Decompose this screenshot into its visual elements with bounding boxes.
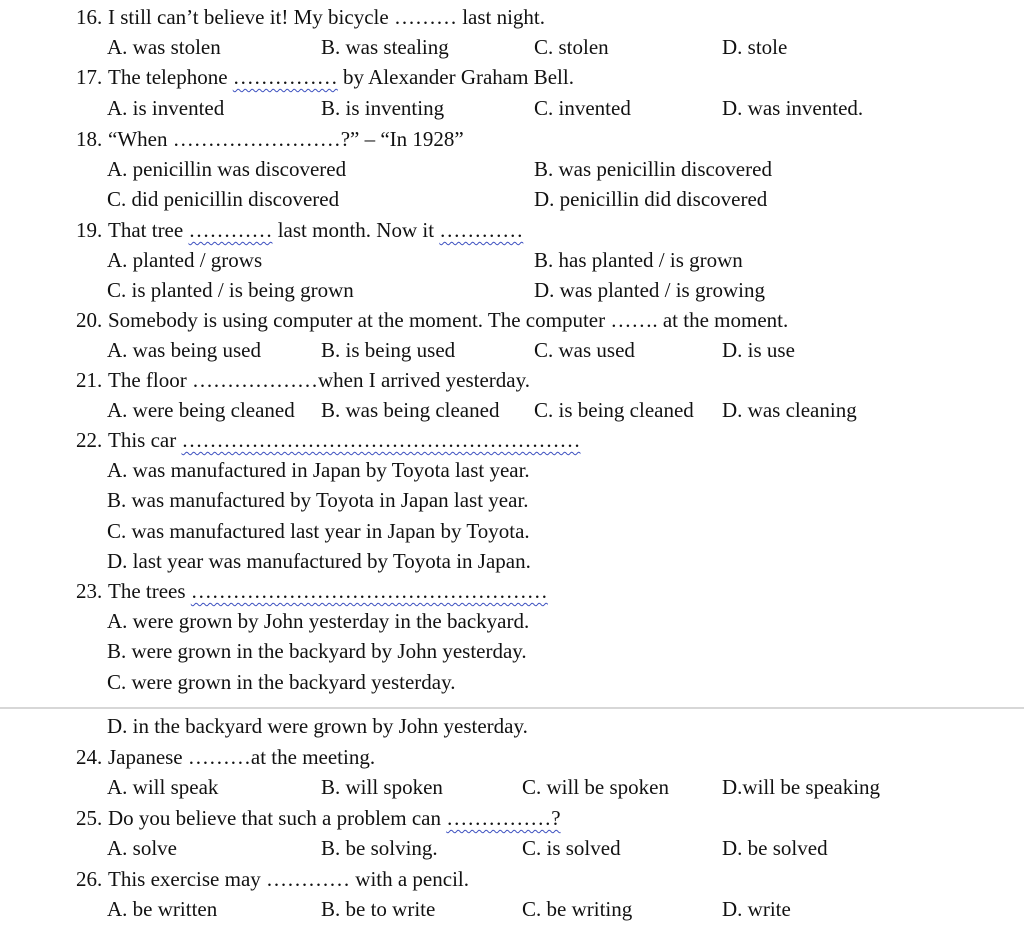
option-text: B. will spoken	[321, 775, 443, 799]
question-text	[108, 803, 561, 833]
answer-blank: …………	[439, 218, 524, 242]
question-text	[108, 576, 548, 606]
question-number: 19.	[76, 218, 103, 242]
question-number: 26.	[76, 867, 103, 891]
option-b: B. is being used	[321, 338, 456, 362]
option-text: D. last year was manufactured by Toyota in Japan.	[107, 549, 531, 573]
options-row	[0, 275, 1024, 305]
option-a	[0, 455, 1024, 485]
option-d	[0, 711, 1024, 741]
option-a: A. was stolen	[107, 35, 221, 59]
options-row	[0, 184, 1024, 214]
question-text	[108, 62, 574, 92]
question-26	[0, 864, 1024, 894]
option-c: C. stolen	[534, 35, 609, 59]
question-18	[0, 124, 1024, 154]
question-number: 16.	[76, 5, 103, 29]
option-d: D. was cleaning	[722, 398, 857, 422]
question-23	[0, 576, 1024, 606]
option-c: C. was used	[534, 338, 635, 362]
options-row	[0, 833, 1024, 863]
option-text: C. were grown in the backyard yesterday.	[107, 670, 456, 694]
options-row	[0, 395, 1024, 425]
question-text: This exercise may ………… with a pencil.	[108, 867, 469, 891]
option-c	[0, 667, 1024, 697]
option-a: A. planted / grows	[107, 248, 263, 272]
option-b: B. is inventing	[321, 96, 445, 120]
option-text: D. in the backyard were grown by John yesterday.	[107, 714, 528, 738]
question-20	[0, 305, 1024, 335]
options-row	[0, 894, 1024, 924]
option-text: A. was manufactured in Japan by Toyota last year.	[107, 458, 530, 482]
option-c	[0, 516, 1024, 546]
question-number: 21.	[76, 368, 103, 392]
options-row	[0, 93, 1024, 123]
option-text: B. was manufactured by Toyota in Japan last year.	[107, 488, 529, 512]
question-21	[0, 365, 1024, 395]
option-c: C. is planted / is being grown	[107, 278, 354, 302]
option-d: D. is use	[722, 338, 795, 362]
question-text: The floor ………………when I arrived yesterday.	[108, 368, 531, 392]
question-text: “When ……………………?” – “In 1928”	[108, 127, 464, 151]
option-c: C. will be spoken	[522, 775, 669, 799]
question-24	[0, 742, 1024, 772]
option-text: C. was manufactured last year in Japan by Toyota.	[107, 519, 530, 543]
options-row	[0, 772, 1024, 802]
option-a	[0, 606, 1024, 636]
question-number: 24.	[76, 745, 103, 769]
option-c: C. did penicillin discovered	[107, 187, 340, 211]
page-divider	[0, 707, 1024, 709]
option-a: A. will speak	[107, 775, 219, 799]
option-d: D. was invented.	[722, 96, 864, 120]
question-number: 20.	[76, 308, 103, 332]
answer-blank: ……………	[232, 65, 338, 89]
question-text	[108, 425, 580, 455]
question-number: 25.	[76, 806, 103, 830]
question-22	[0, 425, 1024, 455]
option-d: D. penicillin did discovered	[534, 187, 768, 211]
text-part: last month. Now it	[272, 218, 440, 242]
option-b: B. was being cleaned	[321, 398, 500, 422]
question-number: 23.	[76, 579, 103, 603]
question-number: 18.	[76, 127, 103, 151]
text-part: This car	[108, 428, 182, 452]
question-text	[108, 215, 523, 245]
question-number: 17.	[76, 65, 103, 89]
options-row	[0, 245, 1024, 275]
question-16	[0, 2, 1024, 32]
option-d: D. be solved	[722, 836, 828, 860]
text-part: The telephone	[108, 65, 233, 89]
options-row	[0, 32, 1024, 62]
option-b	[0, 485, 1024, 515]
question-text: I still can’t believe it! My bicycle ……… last night.	[108, 5, 546, 29]
answer-blank: ……………?	[446, 806, 561, 830]
option-b: B. has planted / is grown	[534, 248, 743, 272]
option-text: A. were grown by John yesterday in the backyard.	[107, 609, 530, 633]
text-part: Do you believe that such a problem can	[108, 806, 447, 830]
text-part: That tree	[108, 218, 189, 242]
option-text: B. were grown in the backyard by John yesterday.	[107, 639, 527, 663]
option-b: B. be to write	[321, 897, 436, 921]
option-b: B. was penicillin discovered	[534, 157, 772, 181]
text-part: The trees	[108, 579, 191, 603]
option-d: D.will be speaking	[722, 775, 881, 799]
option-a: A. were being cleaned	[107, 398, 295, 422]
option-b	[321, 772, 443, 802]
question-text: Somebody is using computer at the moment. The computer ……. at the moment.	[108, 308, 789, 332]
question-19	[0, 215, 1024, 245]
option-c: C. is solved	[522, 836, 621, 860]
option-a: A. be written	[107, 897, 218, 921]
option-d: D. stole	[722, 35, 788, 59]
question-25	[0, 803, 1024, 833]
question-number: 22.	[76, 428, 103, 452]
option-c: C. is being cleaned	[534, 398, 694, 422]
question-17	[0, 62, 1024, 92]
options-row	[0, 154, 1024, 184]
option-c: C. invented	[534, 96, 631, 120]
option-b: B. was stealing	[321, 35, 449, 59]
option-a: A. solve	[107, 836, 177, 860]
options-row	[0, 335, 1024, 365]
answer-blank: …………………………………………………	[181, 428, 581, 452]
option-a: A. is invented	[107, 96, 225, 120]
option-a: A. penicillin was discovered	[107, 157, 347, 181]
text-part: by Alexander Graham Bell.	[337, 65, 574, 89]
option-c: C. be writing	[522, 897, 633, 921]
option-a: A. was being used	[107, 338, 261, 362]
question-text: Japanese ………at the meeting.	[108, 745, 376, 769]
answer-blank: …………	[188, 218, 273, 242]
option-d	[0, 546, 1024, 576]
answer-blank: ……………………………………………	[190, 579, 548, 603]
option-b	[0, 636, 1024, 666]
option-d: D. was planted / is growing	[534, 278, 765, 302]
option-d: D. write	[722, 897, 791, 921]
option-b: B. be solving.	[321, 836, 438, 860]
